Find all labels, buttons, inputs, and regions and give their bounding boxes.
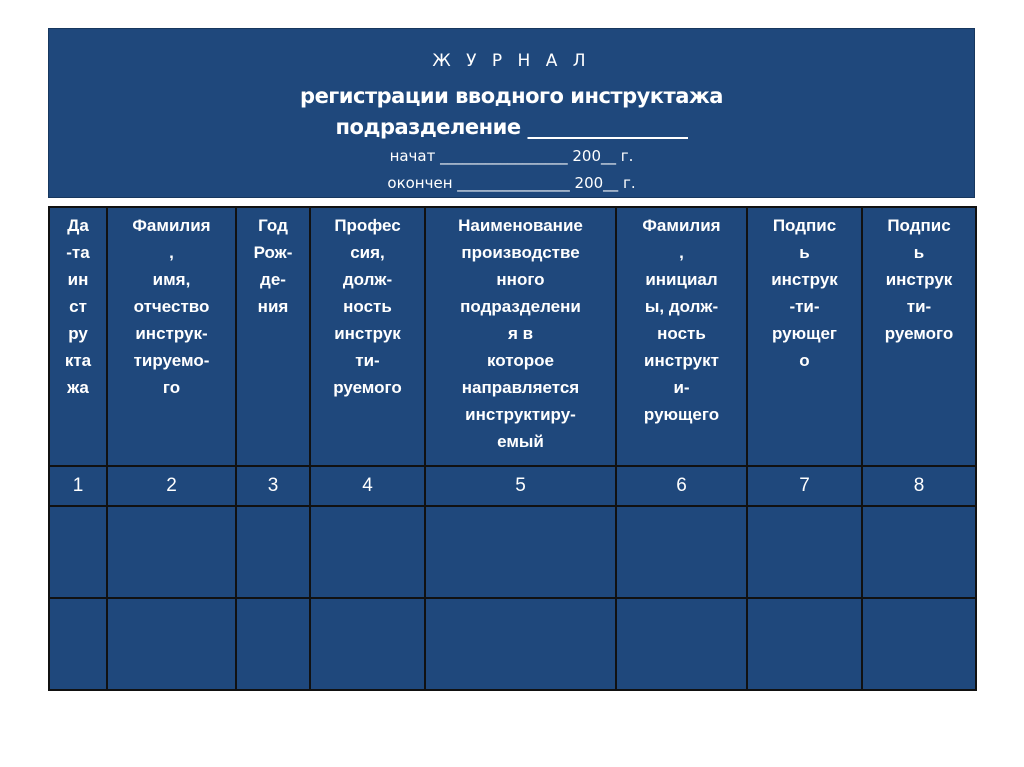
column-number: 2	[107, 466, 236, 506]
empty-cell	[747, 506, 862, 598]
header-trainee-signature: Подпис ь инструк ти- руемого	[862, 207, 976, 466]
column-number: 6	[616, 466, 747, 506]
column-number: 4	[310, 466, 425, 506]
column-number: 3	[236, 466, 310, 506]
empty-cell	[616, 598, 747, 690]
empty-cell	[107, 506, 236, 598]
header-birth-year: Год Рож- де- ния	[236, 207, 310, 466]
header-date: Да -та ин ст ру кта жа	[49, 207, 107, 466]
table-row	[49, 506, 976, 598]
empty-cell	[236, 598, 310, 690]
column-number: 7	[747, 466, 862, 506]
finished-date-line: окончен _______________ 200__ г.	[387, 174, 636, 192]
empty-cell	[747, 598, 862, 690]
journal-subtitle: регистрации вводного инструктажа	[300, 84, 723, 108]
department-line: подразделение ________________	[335, 115, 688, 139]
journal-table	[48, 206, 977, 691]
empty-cell	[862, 598, 976, 690]
journal-title: Ж У Р Н А Л	[432, 51, 591, 71]
empty-cell	[616, 506, 747, 598]
started-date-line: начат _________________ 200__ г.	[389, 147, 634, 165]
empty-cell	[862, 506, 976, 598]
table-row	[49, 598, 976, 690]
empty-cell	[236, 506, 310, 598]
header-department: Наименование производстве нного подразделени я в которое направляется инструктиру- емый	[425, 207, 616, 466]
column-number: 1	[49, 466, 107, 506]
empty-cell	[425, 506, 616, 598]
column-number: 5	[425, 466, 616, 506]
empty-cell	[49, 598, 107, 690]
header-row	[49, 207, 976, 466]
header-profession: Профес сия, долж- ность инструк ти- руемого	[310, 207, 425, 466]
empty-cell	[310, 506, 425, 598]
empty-cell	[425, 598, 616, 690]
header-trainee-name: Фамилия , имя, отчество инструк- тируемо- го	[107, 207, 236, 466]
column-number: 8	[862, 466, 976, 506]
journal-title-banner	[48, 28, 975, 198]
column-number-row	[49, 466, 976, 506]
header-instructor: Фамилия , инициал ы, долж- ность инструкт и- рующего	[616, 207, 747, 466]
empty-cell	[310, 598, 425, 690]
empty-cell	[107, 598, 236, 690]
empty-cell	[49, 506, 107, 598]
header-instructor-signature: Подпис ь инструк -ти- рующег о	[747, 207, 862, 466]
